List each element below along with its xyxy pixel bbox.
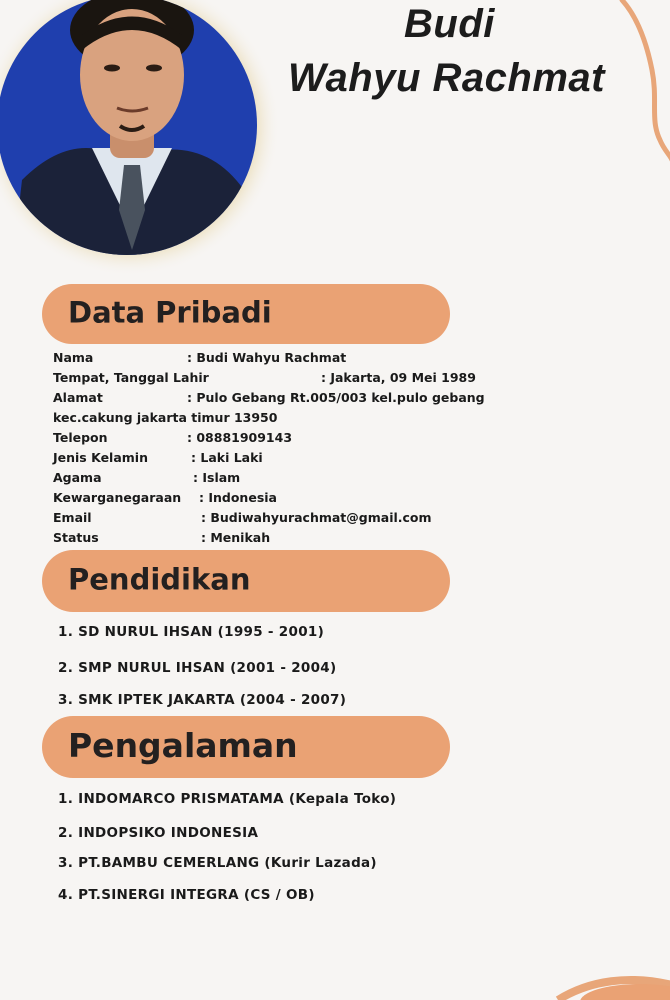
first-name: Budi: [404, 2, 495, 46]
info-value: : Budi Wahyu Rachmat: [187, 350, 347, 365]
info-label: Kewarganegaraan: [53, 490, 182, 505]
list-item: 2. INDOPSIKO INDONESIA: [58, 825, 259, 841]
list-item: 4. PT.SINERGI INTEGRA (CS / OB): [58, 887, 315, 903]
profile-photo: [0, 0, 282, 275]
section-title: Data Pribadi: [68, 295, 272, 330]
info-label: kec.cakung jakarta timur 13950: [53, 410, 278, 425]
list-item: 2. SMP NURUL IHSAN (2001 - 2004): [58, 660, 337, 676]
section-header-personal: [42, 284, 450, 344]
list-item: 1. INDOMARCO PRISMATAMA (Kepala Toko): [58, 791, 397, 807]
info-label: Jenis Kelamin: [53, 450, 148, 465]
person-portrait-icon: [0, 0, 282, 275]
info-label: Nama: [53, 350, 94, 365]
last-name: Wahyu Rachmat: [288, 56, 605, 100]
info-value: : Islam: [193, 470, 241, 485]
info-label: Telepon: [53, 430, 108, 445]
info-value: : Pulo Gebang Rt.005/003 kel.pulo gebang: [187, 390, 485, 405]
info-label: Status: [53, 530, 99, 545]
list-item: 3. PT.BAMBU CEMERLANG (Kurir Lazada): [58, 855, 377, 871]
info-label: Email: [53, 510, 92, 525]
info-value: : Budiwahyurachmat@gmail.com: [201, 510, 432, 525]
list-item: 3. SMK IPTEK JAKARTA (2004 - 2007): [58, 692, 347, 708]
section-header-education: [42, 550, 450, 612]
section-title: Pendidikan: [68, 562, 251, 597]
info-value: : Menikah: [201, 530, 271, 545]
section-header-experience: [42, 716, 450, 778]
list-item: 1. SD NURUL IHSAN (1995 - 2001): [58, 624, 325, 640]
info-value: : 08881909143: [187, 430, 293, 445]
info-label: Tempat, Tanggal Lahir: [53, 370, 209, 385]
info-label: Agama: [53, 470, 102, 485]
section-title: Pengalaman: [68, 725, 298, 765]
info-value: : Laki Laki: [191, 450, 263, 465]
info-value: : Indonesia: [199, 490, 277, 505]
info-value: : Jakarta, 09 Mei 1989: [321, 370, 476, 385]
info-label: Alamat: [53, 390, 103, 405]
